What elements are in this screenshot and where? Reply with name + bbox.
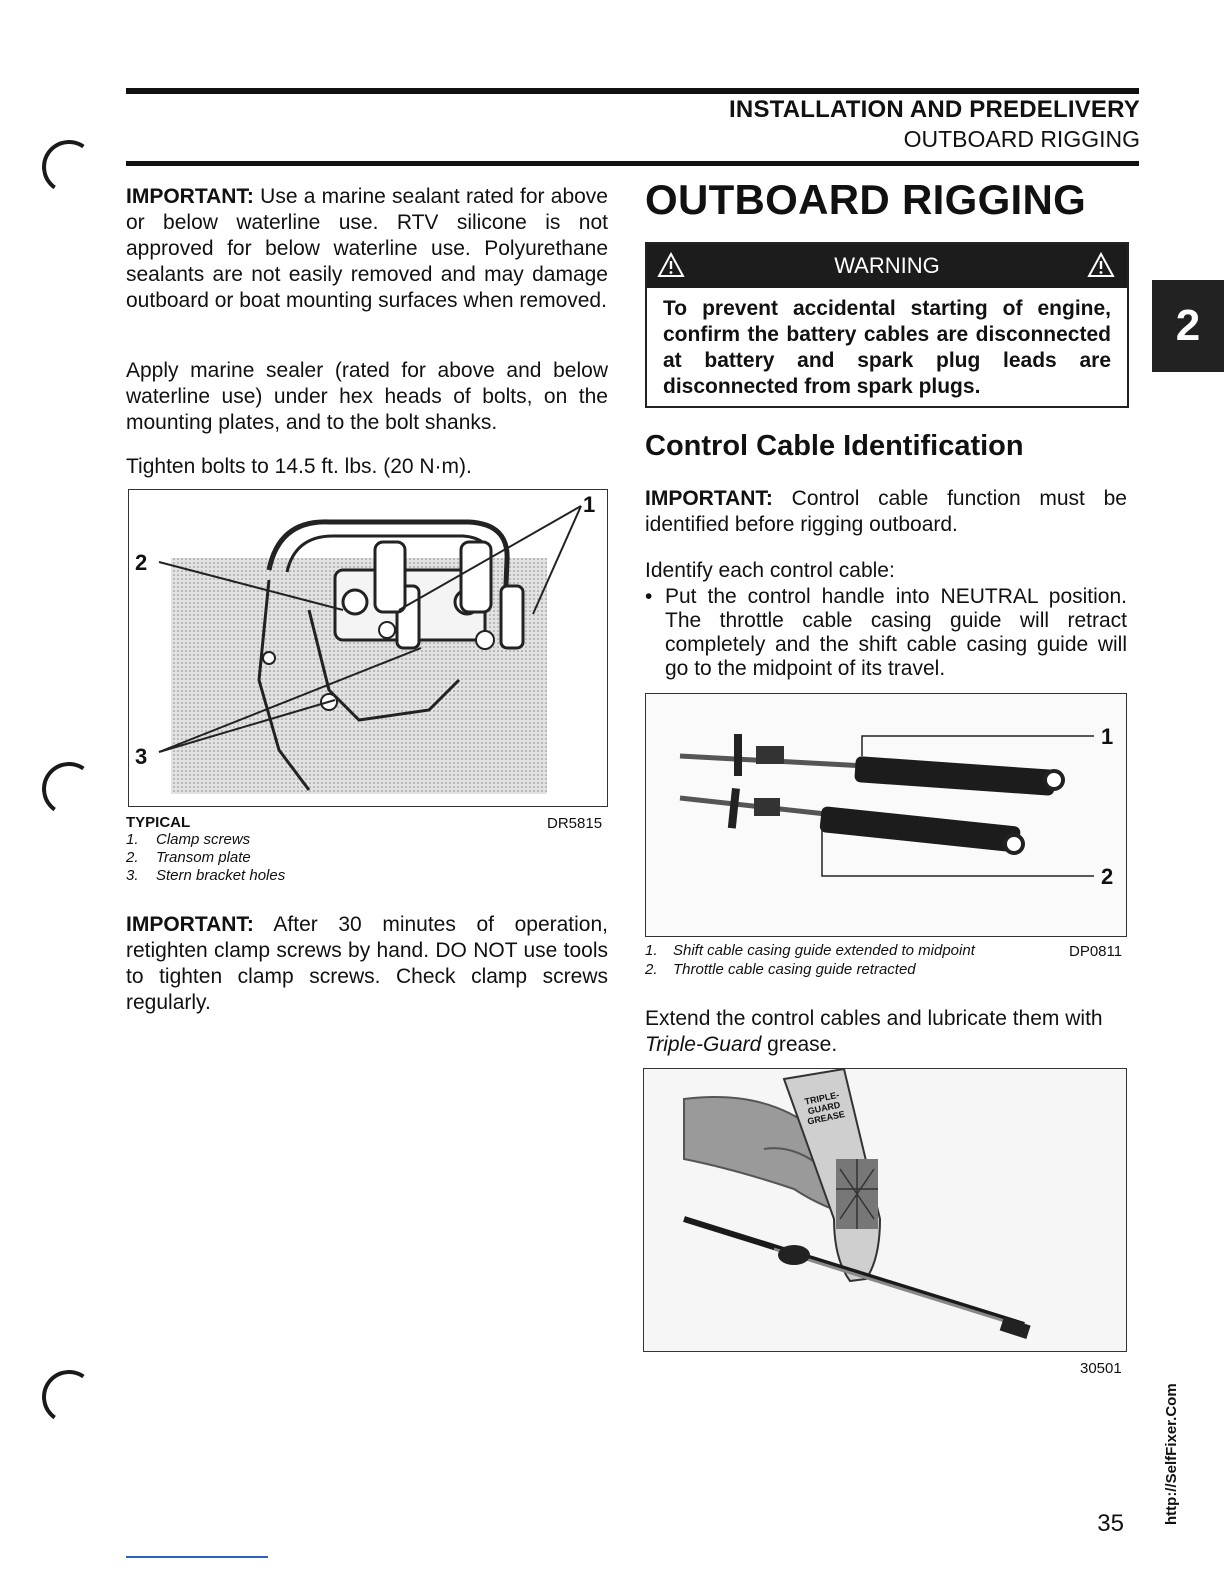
- page-title: OUTBOARD RIGGING: [645, 176, 1087, 223]
- legend-item: 2. Throttle cable casing guide retracted: [645, 961, 916, 978]
- legend-item: 1. Shift cable casing guide extended to midpoint: [645, 942, 975, 959]
- section-heading: Control Cable Identification: [645, 430, 1024, 462]
- callout-2: 2: [1101, 864, 1114, 889]
- binder-hole-bottom: [38, 1366, 101, 1429]
- callout-1: 1: [583, 492, 596, 517]
- warning-box: [645, 242, 1129, 408]
- important-label: IMPORTANT:: [645, 487, 773, 510]
- chapter-tab: 2: [1152, 280, 1224, 372]
- product-name: Triple-Guard: [645, 1033, 762, 1056]
- warning-bar: [647, 244, 1127, 288]
- control-cables-photo: [646, 694, 1126, 936]
- important-sealant-text: Use a marine sealant rated for above or below waterline use. RTV silicone is not approved for below waterline use. Polyurethane sealants are not easily removed and may damage outboard or boat mounting surfaces when removed.: [126, 185, 608, 312]
- figure3-code: 30501: [1080, 1360, 1122, 1377]
- bullet-text: Put the control handle into NEUTRAL position. The throttle cable casing guide will retract completely and the shift cable casing guide will go to the midpoint of its travel.: [665, 585, 1127, 680]
- important-retighten-note: [126, 912, 608, 1016]
- figure1-caption-title: TYPICAL: [126, 814, 191, 831]
- figure-transom-clamp: [128, 489, 608, 807]
- header-top-rule: [126, 88, 1139, 94]
- important-sealant-note: [126, 184, 608, 314]
- legend-item: 1. Clamp screws: [126, 831, 251, 848]
- source-watermark: http://SelfFixer.Com: [1163, 1383, 1180, 1525]
- transom-clamp-illustration: [129, 490, 607, 806]
- callout-3: 3: [135, 744, 148, 769]
- callout-2: 2: [135, 550, 148, 575]
- figure2-code: DP0811: [1069, 943, 1123, 960]
- grease-application-photo: [644, 1069, 1126, 1351]
- binder-hole-top: [38, 136, 101, 199]
- important-identify-text: Control cable function must be identified before rigging outboard.: [645, 487, 1127, 536]
- important-identify-note: [645, 486, 1127, 538]
- legend-item: 3. Stern bracket holes: [126, 867, 286, 884]
- bullet-dot: •: [645, 585, 653, 608]
- important-label: IMPORTANT:: [126, 185, 254, 208]
- header-section-title: INSTALLATION AND PREDELIVERY: [729, 96, 1140, 123]
- identify-instruction: Identify each control cable:: [645, 559, 895, 582]
- binder-hole-middle: [38, 758, 101, 821]
- callout-1: 1: [1101, 724, 1114, 749]
- important-label: IMPORTANT:: [126, 913, 254, 936]
- header-bottom-rule: [126, 161, 1139, 166]
- header-subsection-title: OUTBOARD RIGGING: [903, 126, 1140, 152]
- bullet-item: [645, 585, 1127, 681]
- legend-item: 2. Transom plate: [126, 849, 251, 866]
- figure1-code: DR5815: [547, 815, 603, 832]
- page-number: 35: [1097, 1510, 1124, 1537]
- warning-text: To prevent accidental starting of engine, confirm the battery cables are disconnected at battery and spark plug leads are disconnected from spark plugs.: [663, 297, 1111, 398]
- warning-label: WARNING: [834, 253, 940, 278]
- figure-grease-application: [643, 1068, 1127, 1352]
- sealer-instruction: Apply marine sealer (rated for above and below waterline use) under hex heads of bolts, on the mounting plates, and to the bolt shanks.: [126, 359, 608, 434]
- important-retighten-text: After 30 minutes of operation, retighten clamp screws by hand. DO NOT use tools to tighten clamp screws. Check clamp screws regularly.: [126, 913, 608, 1014]
- figure-control-cables: [645, 693, 1127, 937]
- figure2-legend: [645, 941, 1127, 979]
- torque-instruction: Tighten bolts to 14.5 ft. lbs. (20 N·m).: [126, 455, 472, 478]
- footer-link-underline: [126, 1556, 268, 1558]
- figure1-legend: [126, 831, 285, 885]
- lubricate-instruction: Extend the control cables and lubricate them with Triple-Guard grease.: [645, 1007, 1103, 1056]
- grease-tube-label: TRIPLE-GUARD GREASE: [803, 1089, 846, 1127]
- warning-triangle-icon: [1087, 252, 1115, 278]
